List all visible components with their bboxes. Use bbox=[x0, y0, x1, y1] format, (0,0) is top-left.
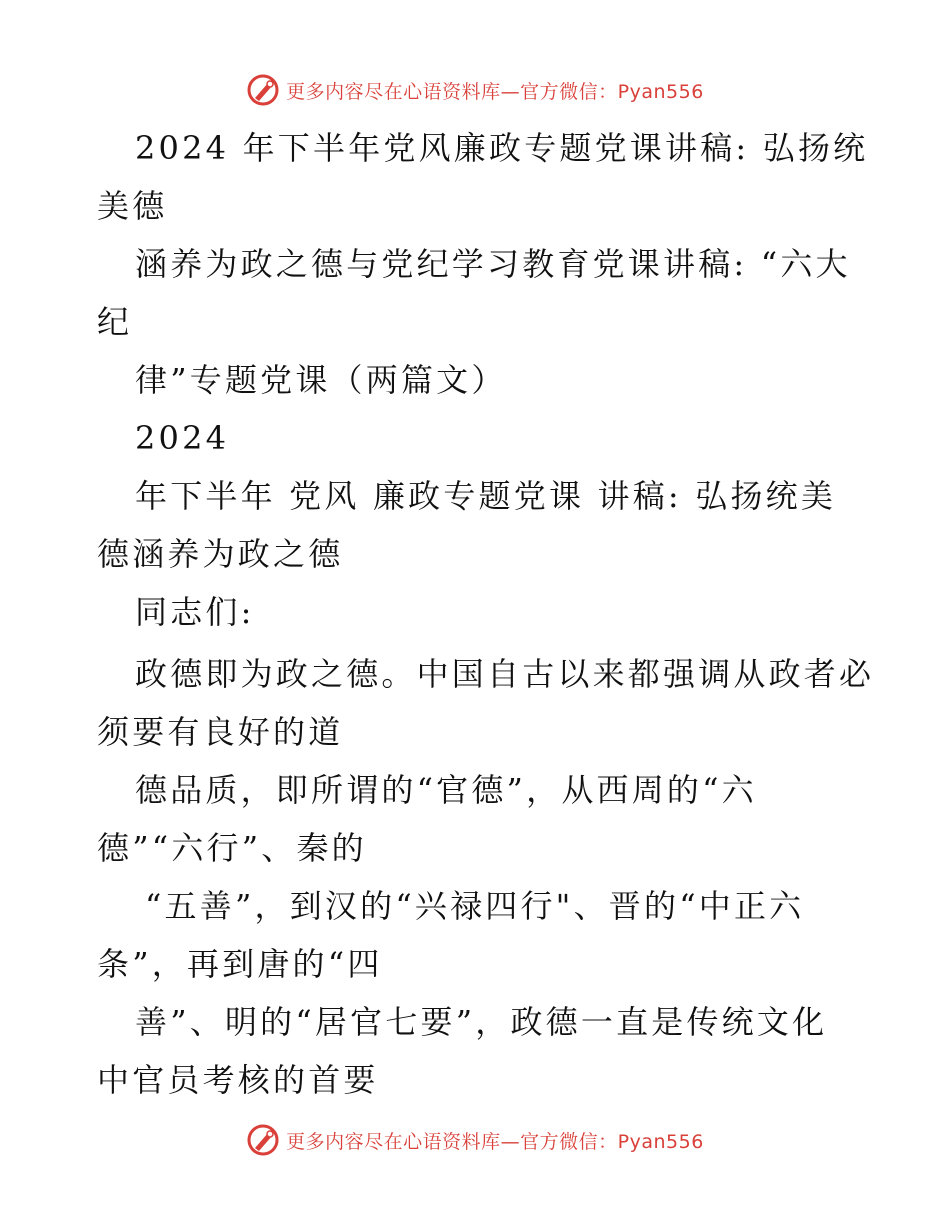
footer-watermark bbox=[0, 1120, 950, 1160]
title-line-3: 涵养为政之德与党纪学习教育党课讲稿: “六大 bbox=[135, 245, 851, 283]
paragraph-line-2: 须要有良好的道 bbox=[97, 713, 344, 751]
title-line-1: 2024 年下半年党风廉政专题党课讲稿: 弘扬统 bbox=[135, 129, 869, 167]
paragraph-line-7: 善”、明的“居官七要”，政德一直是传统文化 bbox=[135, 1003, 828, 1041]
paragraph-line-6: 条”，再到唐的“四 bbox=[97, 945, 383, 983]
header-watermark bbox=[0, 70, 950, 110]
subtitle-year-line: 2024 bbox=[135, 419, 230, 457]
paragraph-line-3: 德品质，即所谓的“官德”，从西周的“六 bbox=[135, 771, 757, 809]
title-line-4: 纪 bbox=[97, 303, 133, 341]
paragraph-line-8: 中官员考核的首要 bbox=[97, 1061, 379, 1099]
salutation-line: 同志们: bbox=[135, 593, 255, 631]
paragraph-line-5: “五善”，到汉的“兴禄四行"、晋的“中正六 bbox=[145, 887, 805, 925]
watermark-logo-icon bbox=[246, 73, 280, 107]
subtitle-line-2: 德涵养为政之德 bbox=[97, 535, 344, 573]
paragraph-line-1: 政德即为政之德。中国自古以来都强调从政者必 bbox=[135, 655, 875, 693]
subtitle-line-1: 年下半年 党风 廉政专题党课 讲稿: 弘扬统美 bbox=[135, 477, 837, 515]
watermark-logo-icon bbox=[246, 1123, 280, 1157]
watermark-text: 更多内容尽在心语资料库—官方微信：Pyan556 bbox=[286, 1130, 704, 1153]
title-line-5: 律”专题党课（两篇文） bbox=[135, 361, 507, 399]
paragraph-line-4: 德”“六行”、秦的 bbox=[97, 829, 367, 867]
title-line-2: 美德 bbox=[97, 187, 168, 225]
watermark-text: 更多内容尽在心语资料库—官方微信：Pyan556 bbox=[286, 80, 704, 103]
